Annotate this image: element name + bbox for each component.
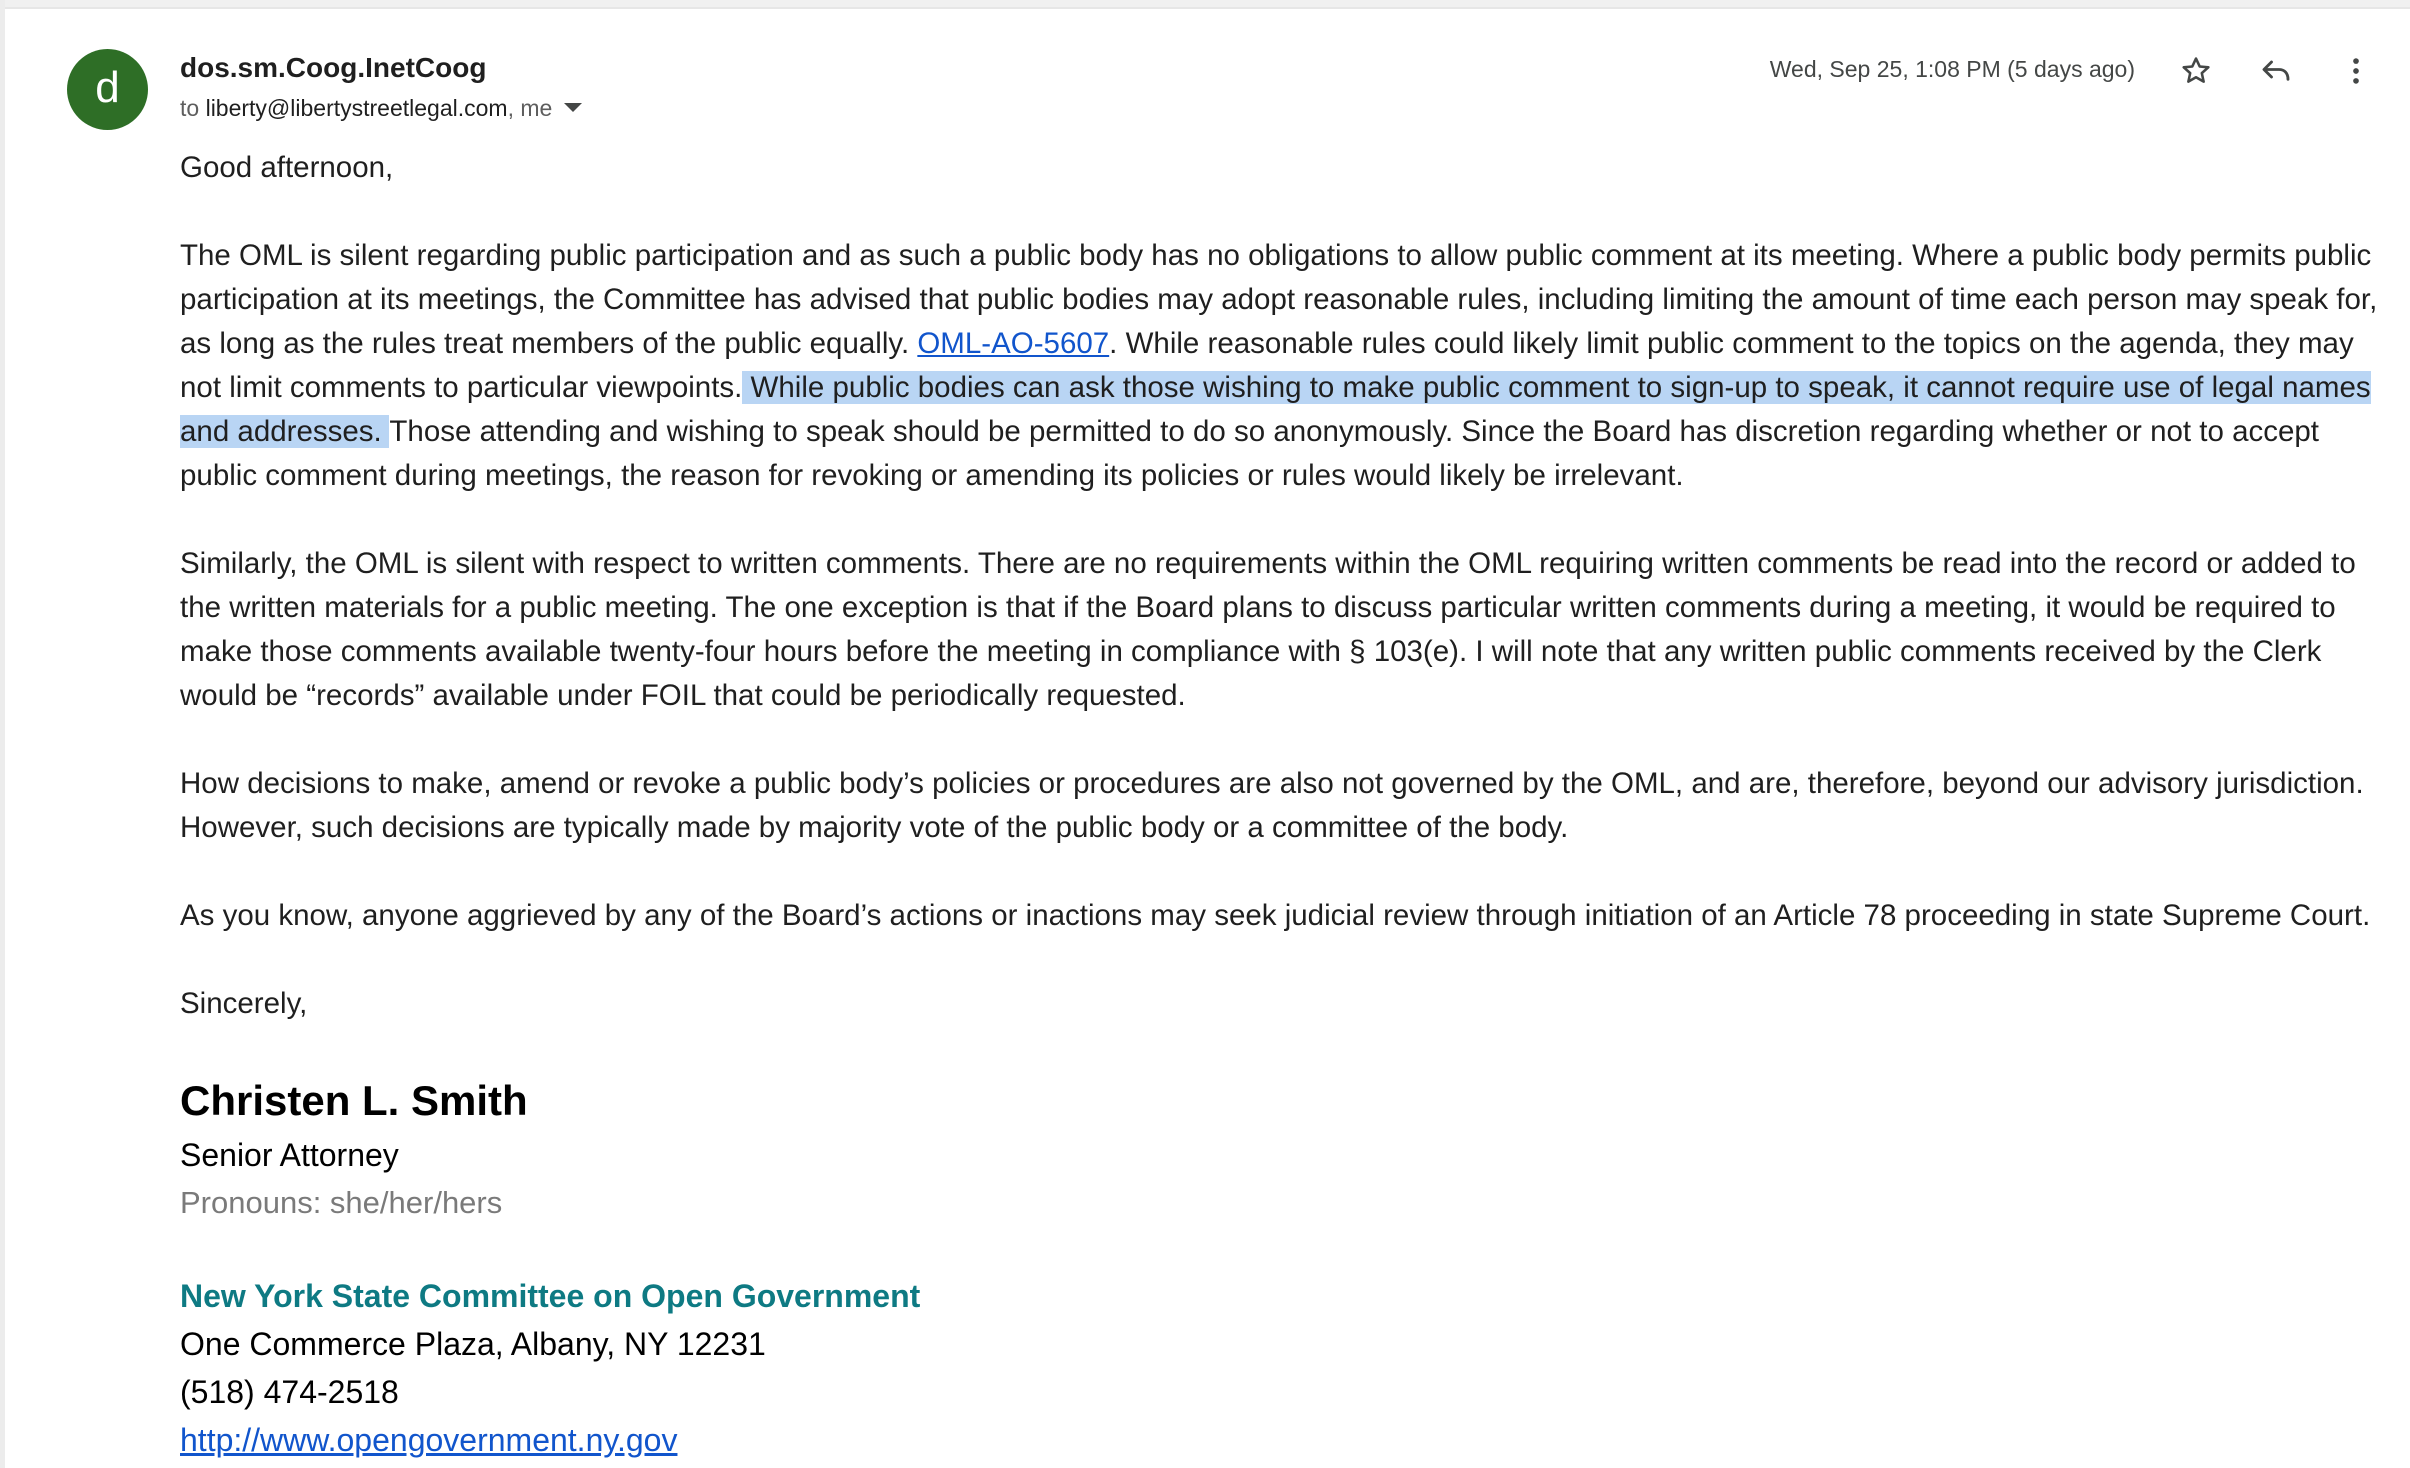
paragraph-1-text-c: Those attending and wishing to speak should be permitted to do so anonymously. Since the Board has discretion regarding whether or not to accept public comment during meetings, the reason for revoking or amending its policies or rules would likely be irrelevant. xyxy=(180,415,2319,492)
star-icon xyxy=(2179,54,2213,88)
signature-name: Christen L. Smith xyxy=(180,1077,528,1124)
to-label: to xyxy=(180,95,206,121)
paragraph-decisions: How decisions to make, amend or revoke a public body’s policies or procedures are also not governed by the OML, and are, therefore, beyond our advisory jurisdiction. However, such decisions are typically made by majority vote of the public body or a committee of the body. xyxy=(180,767,2364,844)
paragraph-judicial-review: As you know, anyone aggrieved by any of the Board’s actions or inactions may seek judicial review through initiation of an Article 78 proceeding in state Supreme Court. xyxy=(180,899,2371,932)
message-body xyxy=(180,146,2380,1070)
signature-pronouns: Pronouns: she/her/hers xyxy=(180,1185,503,1220)
highlighted-selection: While public bodies can ask those wishing to make public comment to sign-up to speak, it cannot require use of legal names and addresses. xyxy=(180,371,2371,448)
paragraph-written-comments: Similarly, the OML is silent with respect to written comments. There are no requirements within the OML requiring written comments be read into the record or added to the written materials for a public meeting. The one exception is that if the Board plans to discuss particular written comments during a meeting, it would be required to make those comments available twenty-four hours before the meeting in compliance with § 103(e). I will note that any written public comments received by the Clerk would be “records” available under FOIL that could be periodically requested. xyxy=(180,547,2356,712)
recipient-address: liberty@libertystreetlegal.com xyxy=(205,95,508,121)
signature-block xyxy=(180,1072,1580,1464)
greeting: Good afternoon, xyxy=(180,151,394,184)
signature-title: Senior Attorney xyxy=(180,1137,399,1173)
closing: Sincerely, xyxy=(180,987,308,1020)
signature-address: One Commerce Plaza, Albany, NY 12231 xyxy=(180,1326,766,1362)
paragraph-1-text-a: The OML is silent regarding public participation and as such a public body has no obligations to allow public comment at its meeting. Where a public body permits public participation at its meetings, the Committee has advised that public bodies may adopt reasonable rules, including limiting the amount of time each person may speak for, as long as the rules treat members of the public equally. xyxy=(180,239,2378,360)
star-button[interactable] xyxy=(2173,48,2219,94)
left-divider xyxy=(0,0,5,1468)
recipient-me: , me xyxy=(507,95,553,121)
sender-name[interactable]: dos.sm.Coog.InetCoog xyxy=(180,52,487,83)
avatar-letter: d xyxy=(95,63,120,112)
reply-button[interactable] xyxy=(2253,48,2299,94)
oml-ao-5607-link[interactable]: OML-AO-5607 xyxy=(917,327,1110,360)
recipients-line xyxy=(180,95,582,122)
reply-icon xyxy=(2258,53,2294,89)
paragraph-1-text-b: . While reasonable rules could likely limit public comment to the topics on the agenda, they may not limit comments to particular viewpoints. xyxy=(180,327,2354,404)
more-options-button[interactable] xyxy=(2333,48,2379,94)
paragraph-public-participation xyxy=(180,234,2380,498)
signature-phone: (518) 474-2518 xyxy=(180,1374,399,1410)
more-vert-icon xyxy=(2339,54,2373,88)
sender-avatar[interactable] xyxy=(67,49,148,130)
signature-organization: New York State Committee on Open Government xyxy=(180,1278,921,1314)
show-details-caret-icon[interactable] xyxy=(564,103,582,112)
top-divider xyxy=(0,0,2410,9)
message-timestamp: Wed, Sep 25, 1:08 PM (5 days ago) xyxy=(1769,56,2135,82)
signature-website-link[interactable]: http://www.opengovernment.ny.gov xyxy=(180,1422,678,1458)
